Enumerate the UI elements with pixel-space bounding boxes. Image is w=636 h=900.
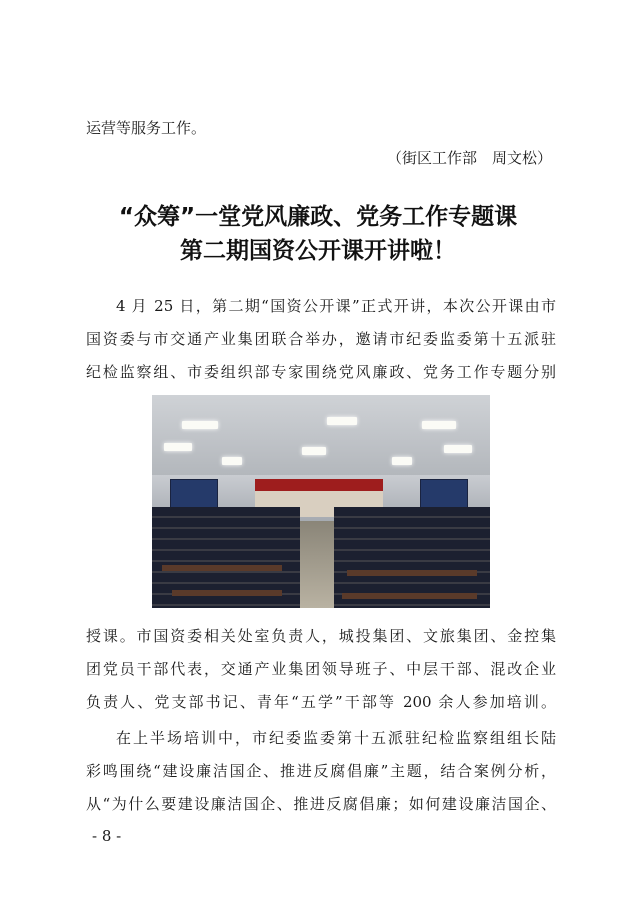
paragraph-1-line-2: 国资委与市交通产业集团联合举办，邀请市纪委监委第十五派驻: [86, 330, 556, 348]
paragraph-3-line-2: 彩鸣围绕“建设廉洁国企、推进反腐倡廉”主题，结合案例分析，: [86, 762, 556, 780]
meeting-photo: [152, 395, 490, 608]
paragraph-1-line-1: 4 月 25 日，第二期“国资公开课”正式开讲，本次公开课由市: [116, 297, 556, 315]
page-number: - 8 -: [92, 827, 122, 845]
paragraph-1-line-3: 纪检监察组、市委组织部专家围绕党风廉政、党务工作专题分别: [86, 363, 556, 381]
paragraph-3-line-3: 从“为什么要建设廉洁国企、推进反腐倡廉；如何建设廉洁国企、: [86, 795, 556, 813]
paragraph-2-line-1: 授课。市国资委相关处室负责人，城投集团、文旅集团、金控集: [86, 627, 556, 645]
paragraph-2-line-2: 团党员干部代表，交通产业集团领导班子、中层干部、混改企业: [86, 660, 556, 678]
paragraph-2-line-3: 负责人、党支部书记、青年“五学”干部等 200 余人参加培训。: [86, 693, 556, 711]
signature: （街区工作部 周文松）: [386, 149, 552, 167]
article-title-line-1: “众筹”一堂党风廉政、党务工作专题课: [118, 204, 518, 230]
article-title-line-2: 第二期国资公开课开讲啦！: [180, 238, 456, 264]
continuation-line: 运营等服务工作。: [86, 119, 207, 137]
paragraph-3-line-1: 在上半场培训中，市纪委监委第十五派驻纪检监察组组长陆: [116, 729, 556, 747]
